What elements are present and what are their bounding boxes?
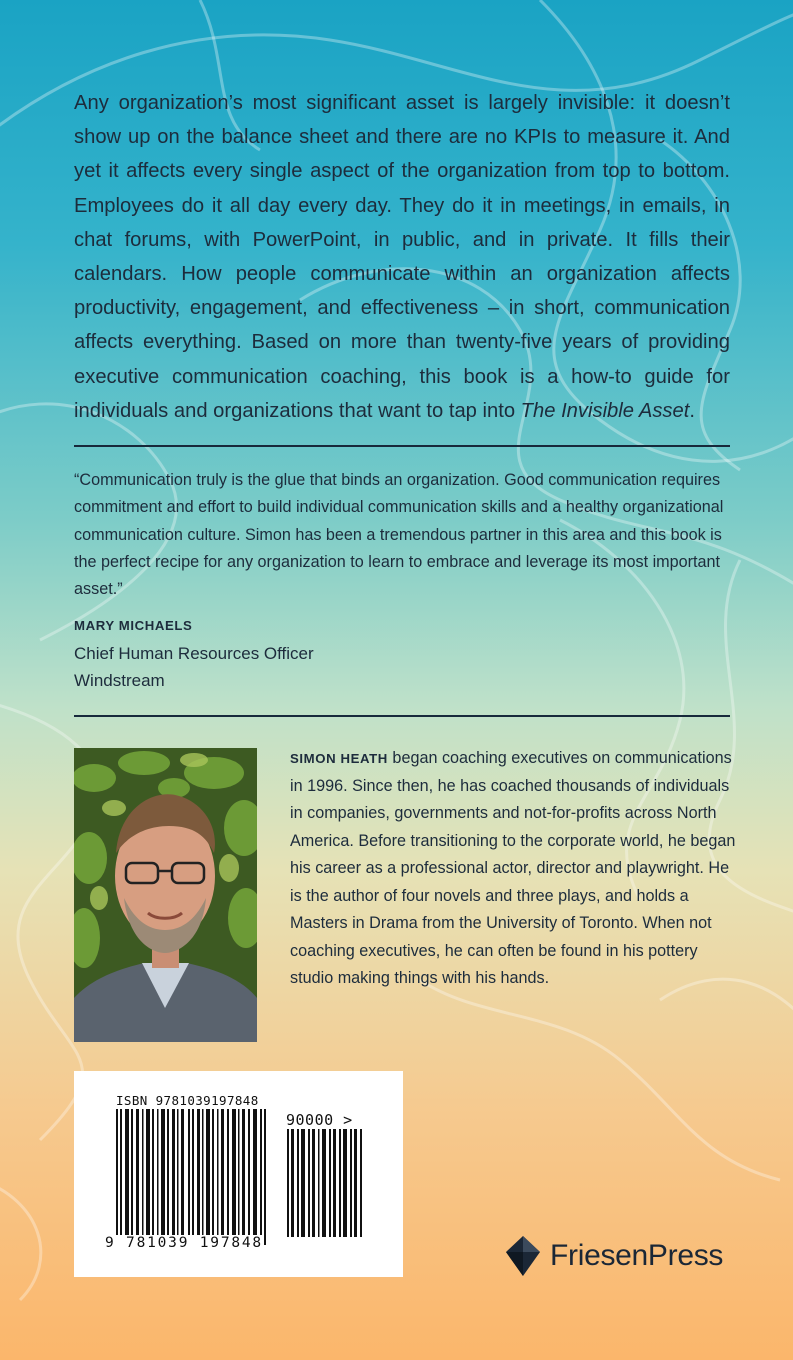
author-bio-text: began coaching executives on communications in 1996. Since then, he has coached thousands of individuals in companies, governments and not-for-profits across North America. Before transitioning to the corporate world, he began his career as a professional actor, director and playwright. He is the author of four novels and three plays, and holds a Masters in Drama from the University of Toronto. When not coaching executives, he can often be found in his pottery studio making things with his hands.	[290, 749, 736, 987]
blurb-text: Any organization’s most significant asset is largely invisible: it doesn’t show up on the balance sheet and there are no KPIs to measure it. And yet it affects every single aspect of the organization from top to bottom. Employees do it all day every day. They do it in meetings, in emails, in chat forums, with PowerPoint, in public, and in private. It fills their calendars. How people communicate within an organization affects productivity, engagement, and effectiveness – in short, communication affects everything. Based on more than twenty-five years of providing executive communication coaching, this book is a how-to guide for individuals and organizations that want to tap into	[74, 92, 730, 422]
author-name: SIMON HEATH	[290, 751, 388, 766]
isbn-digits: 9 781039 197848	[105, 1235, 263, 1251]
diamond-logo-icon	[505, 1235, 541, 1277]
publisher-logo	[505, 1235, 723, 1277]
isbn-label: ISBN 9781039197848	[116, 1093, 259, 1108]
price-code: 90000 >	[286, 1111, 353, 1129]
publisher-name: FriesenPress	[550, 1239, 724, 1272]
isbn-barcode-bars	[114, 1109, 274, 1245]
endorser-role: Chief Human Resources Officer	[74, 644, 314, 663]
divider-rule-bottom	[74, 715, 730, 717]
endorser-name: MARY MICHAELS	[74, 618, 193, 633]
divider-rule-top	[74, 445, 730, 447]
author-photo	[74, 748, 257, 1042]
author-bio	[290, 745, 736, 993]
blurb-end: .	[689, 399, 695, 422]
endorser-company: Windstream	[74, 671, 165, 690]
back-cover-blurb	[74, 86, 730, 428]
price-barcode-bars	[287, 1129, 367, 1237]
isbn-barcode	[74, 1071, 403, 1277]
blurb-book-title: The Invisible Asset	[520, 399, 690, 422]
endorsement-quote: “Communication truly is the glue that binds an organization. Good communication requires commitment and effort to build individual communication skills and a healthy organizational communication culture. Simon has been a tremendous partner in this area and this book is the perfect recipe for any organization to learn to embrace and leverage its most important asset.”	[74, 471, 724, 599]
